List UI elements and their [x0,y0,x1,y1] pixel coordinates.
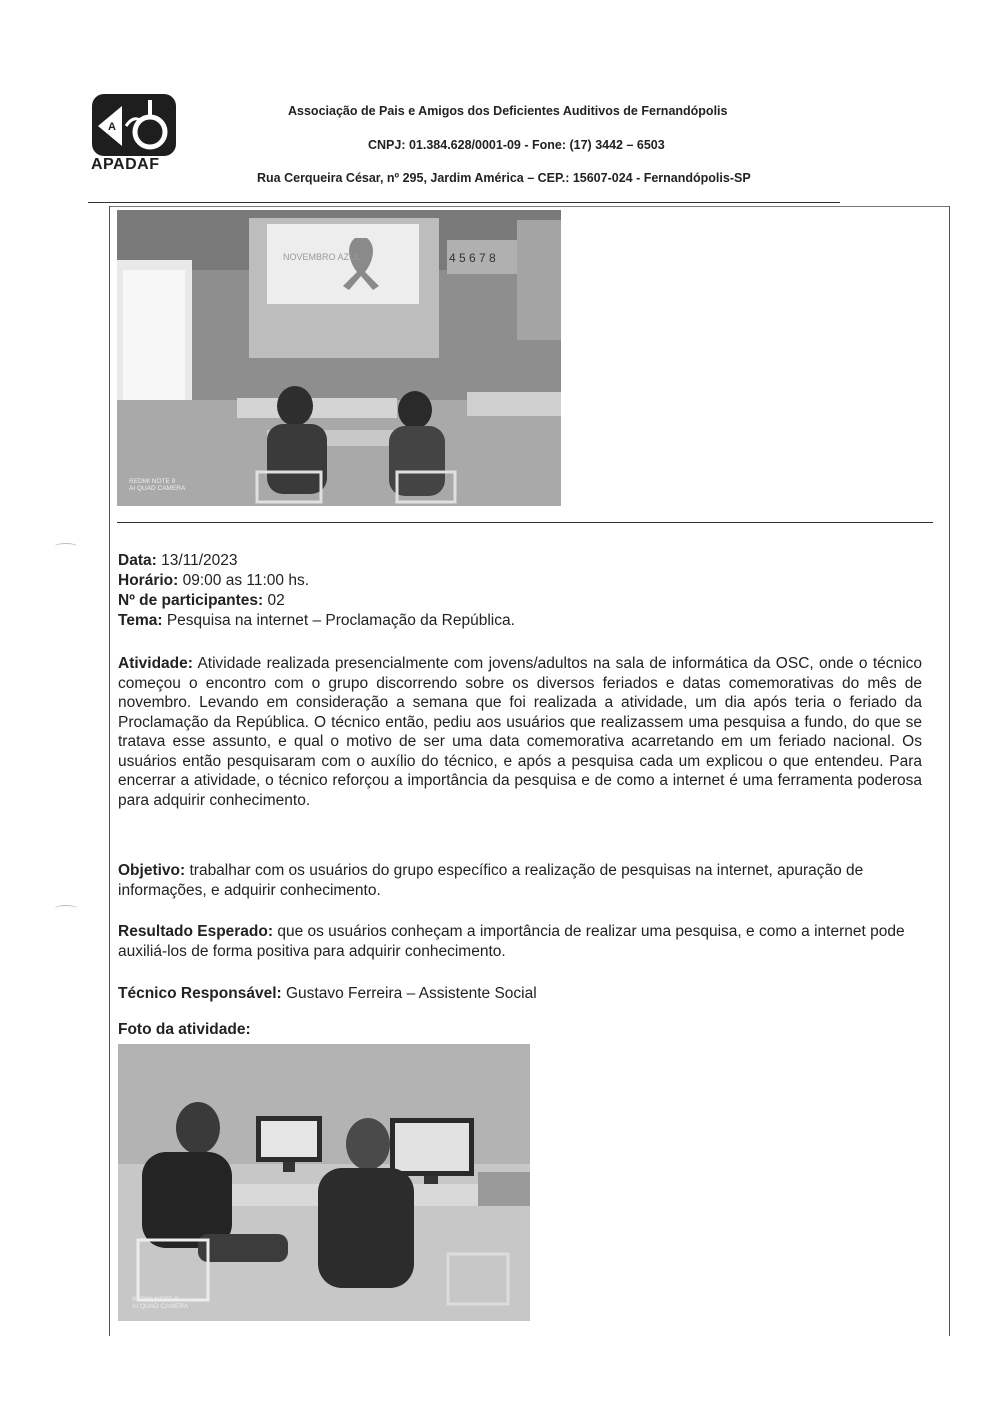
activity-text: Atividade realizada presencialmente com jovens/adultos na sala de informática da OSC, onde o técnico começou o encontro com o grupo discorrendo sobre os diversos feriados e datas comemorativas do mês de novembro. Levando em consideração a semana que foi realizada a atividade, um dia após teria o feriado da Proclamação da República. O técnico então, pediu aos usuários que realizassem uma pesquisa a fundo, do que se tratava esse assunto, e qual o motivo de ser uma data comemorativa acarretando em um feriado nacional. Os usuários então pesquisaram com o auxílio do técnico, e após a pesquisa cada um explicou o que entendeu. Para encerrar a atividade, o técnico reforçou a importância da pesquisa e de como a internet é uma ferramenta poderosa para adquirir conhecimento. [118,655,922,809]
svg-text:A: A [108,121,116,133]
section-divider [117,522,933,523]
time-line [118,572,309,590]
apadaf-logo [88,92,180,178]
technician-text: Gustavo Ferreira – Assistente Social [281,985,537,1002]
expected-result-paragraph [118,922,928,962]
scan-mark [55,905,77,912]
activity-paragraph [118,654,922,810]
watermark-line: AI QUAD CAMERA [132,1303,189,1310]
logo-text: APADAF [91,156,160,173]
screen-caption: NOVEMBRO AZUL [283,252,361,262]
address: Rua Cerqueira César, nº 295, Jardim América – CEP.: 15607-024 - Fernandópolis-SP [257,171,751,185]
date-line [118,552,238,570]
participants-label: Nº de participantes: [118,592,264,609]
camera-watermark [129,478,185,492]
frame-right-border [949,206,950,1336]
time-label: Horário: [118,572,179,589]
photo-section-title [118,1021,251,1039]
classroom-scene [117,210,561,506]
activity-photo [118,1044,530,1321]
participants-line [118,592,285,610]
date-label: Data: [118,552,157,569]
participants-value: 02 [263,592,285,609]
objective-paragraph [118,861,928,901]
computer-lab-scene [118,1044,530,1321]
date-value: 13/11/2023 [156,552,238,569]
theme-line [118,612,515,630]
header-divider [88,202,840,203]
theme-label: Tema: [118,612,163,629]
frame-left-border [109,206,110,1336]
objective-text: trabalhar com os usuários do grupo específico a realização de pesquisas na internet, apuração de informações, e adquirir conhecimento. [118,862,864,899]
watermark-line: REDMI NOTE 9 [129,478,176,485]
numbers-banner: 4 5 6 7 8 [449,251,496,265]
cnpj-phone: CNPJ: 01.384.628/0001-09 - Fone: (17) 3442 – 6503 [368,138,665,152]
classroom-photo [117,210,561,506]
frame-top-border [109,206,949,207]
theme-value: Pesquisa na internet – Proclamação da República. [162,612,515,629]
time-value: 09:00 as 11:00 hs. [178,572,309,589]
organization-name: Associação de Pais e Amigos dos Deficientes Auditivos de Fernandópolis [288,104,728,118]
watermark-line: REDMI NOTE 9 [132,1296,179,1303]
expected-result-label: Resultado Esperado: [118,923,274,940]
technician-line [118,985,537,1003]
watermark-line: AI QUAD CAMERA [129,485,186,492]
objective-label: Objetivo: [118,862,186,879]
expected-result-text: que os usuários conheçam a importância de realizar uma pesquisa, e como a internet pode auxiliá-los de forma positiva para adquirir conhecimento. [118,923,905,960]
activity-label: Atividade: [118,655,193,672]
technician-label: Técnico Responsável: [118,985,282,1002]
photo-section-label: Foto da atividade: [118,1021,251,1038]
scan-mark [55,543,77,550]
camera-watermark [132,1296,188,1310]
